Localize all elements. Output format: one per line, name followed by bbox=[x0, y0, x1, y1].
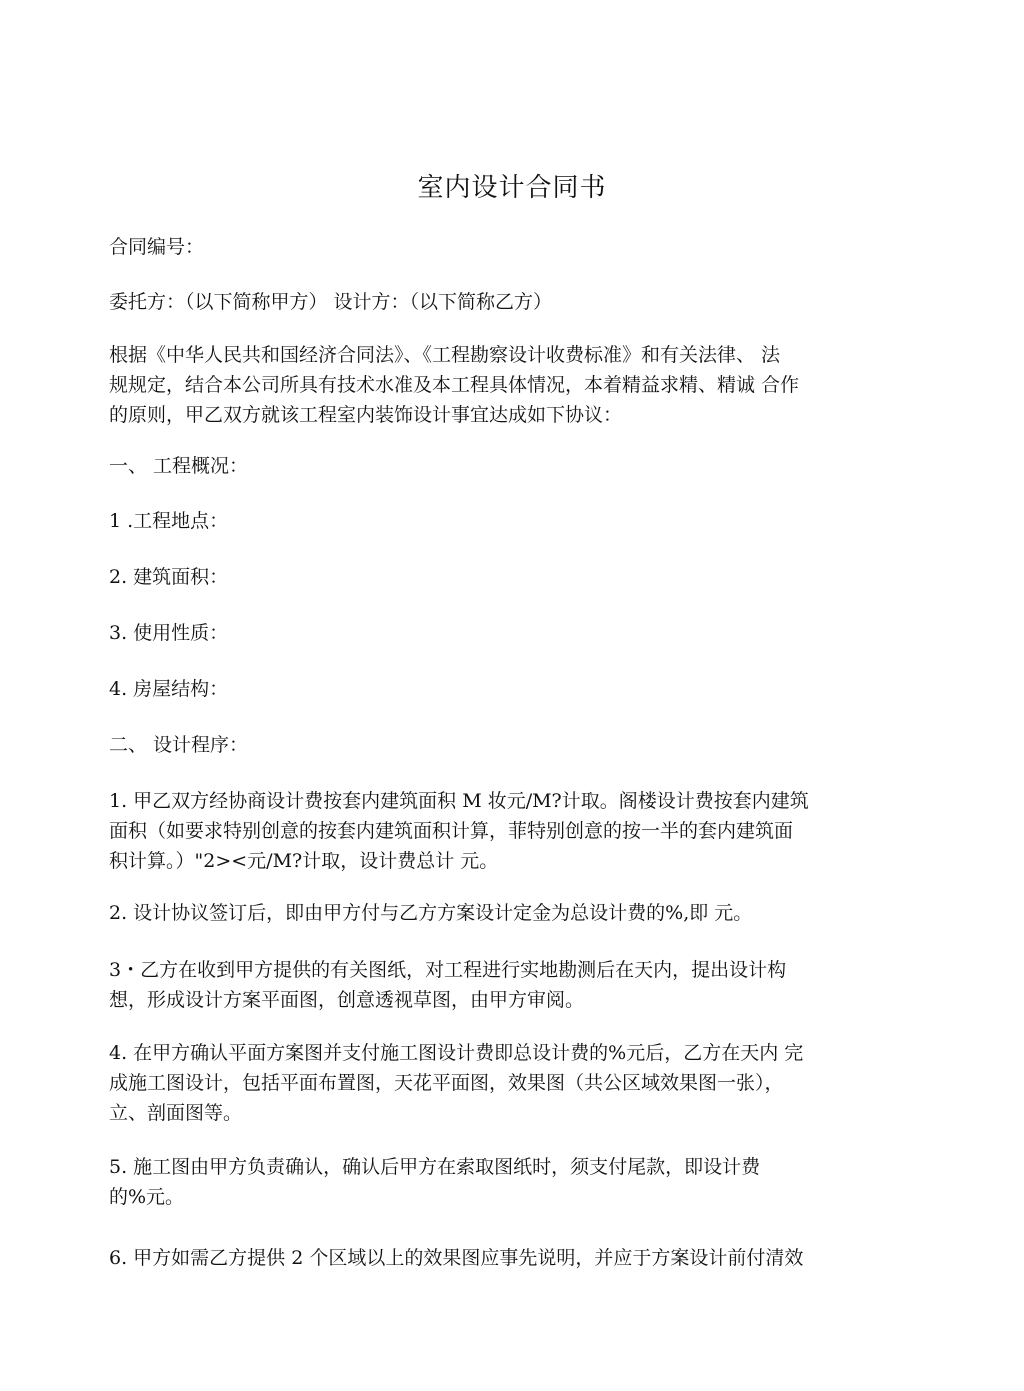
section-2-item-5 bbox=[109, 1152, 899, 1212]
section-2-heading: 二、 设计程序： bbox=[109, 734, 249, 756]
section-1-heading: 一、 工程概况： bbox=[109, 455, 249, 477]
paragraph-line: 的%元。 bbox=[109, 1186, 185, 1208]
paragraph-line: 成施工图设计，包括平面布置图，天花平面图，效果图（共公区域效果图一张）， bbox=[109, 1072, 784, 1094]
section-1-item-usage: 3. 使用性质： bbox=[109, 622, 229, 644]
section-2-item-4 bbox=[109, 1038, 899, 1128]
paragraph-line: 1. 甲乙双方经协商设计费按套内建筑面积 M 妆元/M?计取。阁楼设计费按套内建筑 bbox=[109, 790, 809, 812]
document-title: 室内设计合同书 bbox=[417, 173, 607, 203]
paragraph-line: 面积（如要求特别创意的按套内建筑面积计算，菲特别创意的按一半的套内建筑面 bbox=[109, 820, 794, 842]
parties-line: 委托方：（以下简称甲方） 设计方：（以下简称乙方） bbox=[109, 291, 553, 313]
section-1-item-area: 2. 建筑面积： bbox=[109, 566, 229, 588]
section-1-item-location: 1 .工程地点： bbox=[109, 510, 229, 532]
section-2-item-2 bbox=[109, 898, 899, 928]
section-1-item-structure: 4. 房屋结构： bbox=[109, 678, 229, 700]
paragraph-line: 想，形成设计方案平面图，创意透视草图，由甲方审阅。 bbox=[109, 989, 585, 1011]
preamble-paragraph bbox=[109, 340, 899, 430]
contract-number-label: 合同编号： bbox=[109, 236, 205, 258]
paragraph-line: 立、剖面图等。 bbox=[109, 1102, 243, 1124]
paragraph-line: 5. 施工图由甲方负责确认，确认后甲方在索取图纸时，须支付尾款，即设计费 bbox=[109, 1156, 761, 1178]
paragraph-line: 2. 设计协议签订后，即由甲方付与乙方方案设计定金为总设计费的%,即 元。 bbox=[109, 902, 753, 924]
paragraph-line: 4. 在甲方确认平面方案图并支付施工图设计费即总设计费的%元后，乙方在天内 完 bbox=[109, 1042, 804, 1064]
preamble-line: 根据《中华人民共和国经济合同法》、《工程勘察设计收费标准》和有关法律、 法 bbox=[109, 344, 781, 366]
paragraph-line: 3・乙方在收到甲方提供的有关图纸，对工程进行实地勘测后在天内，提出设计构 bbox=[109, 959, 787, 981]
section-2-item-1 bbox=[109, 786, 899, 876]
preamble-line: 规规定，结合本公司所具有技术水准及本工程具体情况，本着精益求精、精诚 合作 bbox=[109, 374, 800, 396]
section-2-item-6 bbox=[109, 1243, 899, 1273]
preamble-line: 的原则，甲乙双方就该工程室内装饰设计事宜达成如下协议： bbox=[109, 404, 623, 426]
section-2-item-3 bbox=[109, 955, 899, 1015]
paragraph-line: 6. 甲方如需乙方提供 2 个区域以上的效果图应事先说明，并应于方案设计前付清效 bbox=[109, 1247, 804, 1269]
paragraph-line: 积计算。）"2><元/M?计取，设计费总计 元。 bbox=[109, 850, 499, 872]
